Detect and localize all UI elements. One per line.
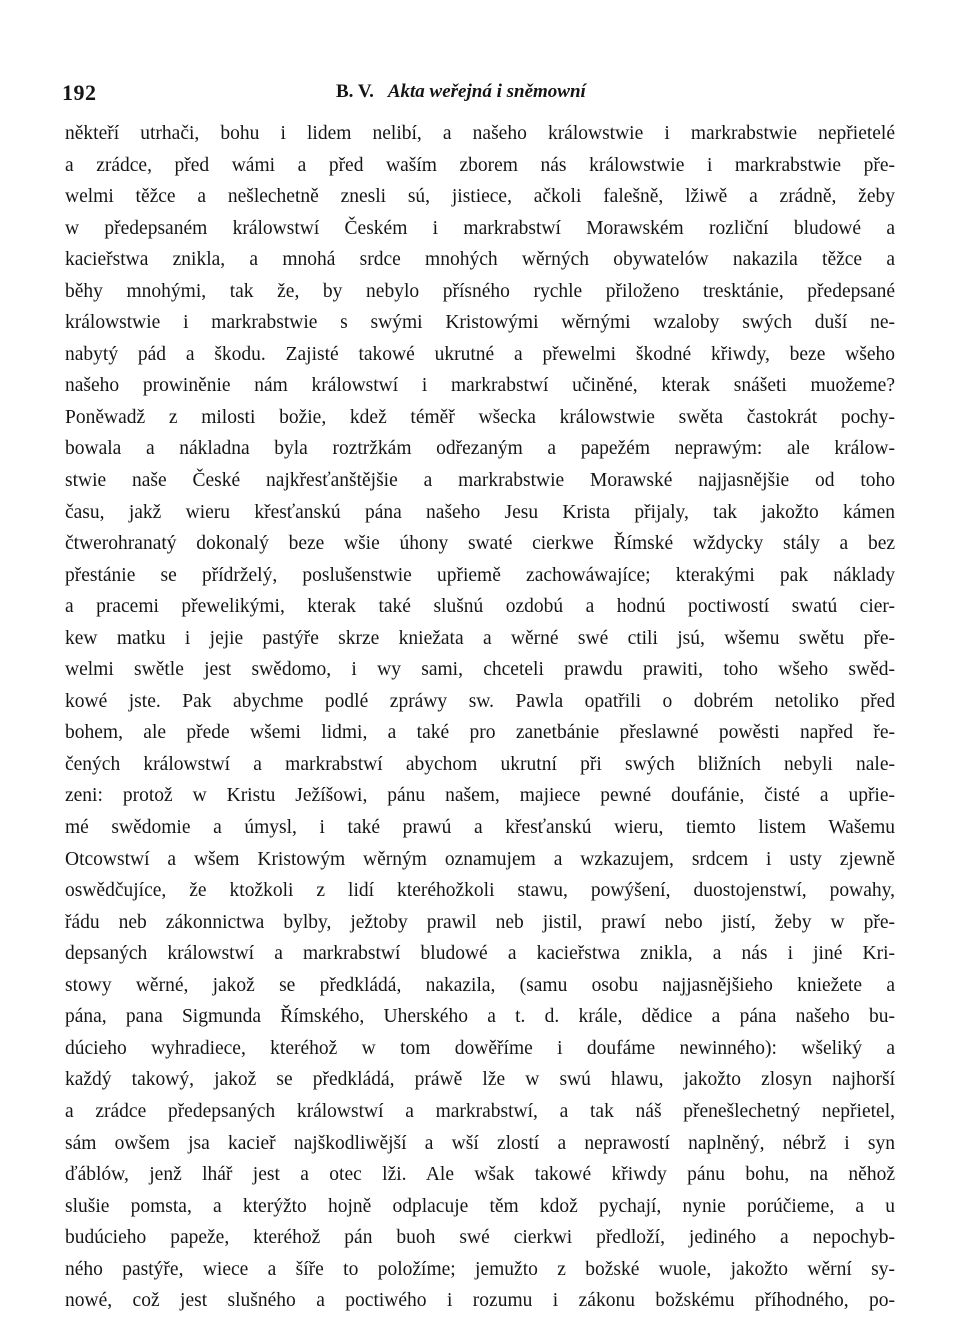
running-head [62, 80, 892, 110]
text-line: nabytý pád a škodu. Zajisté takowé ukrutné a přewelmi škodné křiwdy, beze wšeho [65, 343, 895, 365]
text-line: Poněwadž z milosti božie, kdež téměř wšecka králowstwie swěta častokrát pochy- [65, 406, 895, 428]
body-text [65, 118, 895, 1317]
text-line: budúcieho papeže, kteréhož pán buoh swé cierkwi předloží, jediného a nepochyb- [65, 1227, 895, 1249]
section-marker: B. V. [336, 81, 374, 102]
text-line: běhy mnohými, tak že, by nebylo přísného rychle přiloženo tresktánie, předepsané [65, 280, 895, 302]
text-line: a zrádce, před wámi a před waším zborem nás králowstwie i markrabstwie pře- [65, 154, 895, 176]
running-title [336, 81, 586, 103]
text-line: stowy wěrné, jakož se předkládá, nakazila, (samu osobu najjasnějšieho kniežete a [65, 974, 895, 996]
chapter-title: Akta weřejná i sněmowní [387, 81, 586, 102]
text-line: oswědčujíce, že ktožkoli z lidí kteréhožkoli stawu, powýšení, duostojenstwí, powahy, [65, 880, 895, 902]
text-line: sám owšem jsa kacieř najškodliwější a wší zlostí a neprawostí naplněný, nébrž i syn [65, 1132, 895, 1154]
text-line: každý takowý, jakož se předkládá, práwě lže w swú hlawu, jakožto zlosyn najhorší [65, 1069, 895, 1091]
text-line: depsaných králowstwí a markrabstwí bludowé a kacieřstwa znikla, a nás i jiné Kri- [65, 943, 895, 965]
text-line: welmi swětle jest swědomo, i wy sami, chceteli prawdu prawiti, toho wšeho swěd- [65, 659, 895, 681]
text-line: kowé jste. Pak abychme podlé zpráwy sw. Pawla opatřili o dobrém netoliko před [65, 690, 895, 712]
text-line: kew matku i jejie pastýře skrze kniežata a wěrné swé ctili jsú, wšemu swětu pře- [65, 627, 895, 649]
text-line: pána, pana Sigmunda Římského, Uherského a t. d. krále, dědice a pána našeho bu- [65, 1006, 895, 1028]
text-line: někteří utrhači, bohu i lidem nelibí, a našeho králowstwie i markrabstwie nepřietelé [65, 123, 895, 144]
text-line: řádu neb zákonnictwa bylby, ježtoby prawil neb jistil, prawí nebo jistí, žeby w pře- [65, 911, 895, 933]
text-line: bohem, ale přede wšemi lidmi, a také pro zanetbánie přeslawné powěsti napřed ře- [65, 722, 895, 744]
text-line: ného pastýře, wiece a šíře to položíme; jemužto z božské wuole, jakožto wěrní sy- [65, 1258, 895, 1280]
text-line: a zrádce předepsaných králowstwí a markrabstwí, a tak náš přenešlechetný nepřietel, [65, 1100, 895, 1122]
text-line: mé swědomie a úmysl, i také prawú a křesťanskú wieru, tiemto listem Wašemu [65, 817, 895, 839]
text-line: slušie pomsta, a kterýžto hojně odplacuje těm kdož pychají, nynie porúčieme, a u [65, 1195, 895, 1217]
text-line: stwie naše České najkřesťanštějšie a markrabstwie Morawské najjasnějšie od toho [65, 470, 895, 492]
text-line: ďáblów, jenž lhář jest a otec lži. Ale wšak takowé křiwdy pánu bohu, na něhož [65, 1164, 895, 1186]
text-line: času, jakž wieru křesťanskú pána našeho Jesu Krista přijaly, tak jakožto kámen [65, 501, 895, 523]
text-line: nowé, což jest slušného a poctiwého i rozumu i zákonu božskému příhodného, po- [65, 1290, 895, 1312]
text-line: čených králowstwí a markrabstwí abychom ukrutní při swých bližních nebyli nale- [65, 753, 895, 775]
text-line: čtwerohranatý dokonalý beze wšie úhony swaté cierkwe Římské wždycky stály a bez [65, 533, 895, 555]
text-line: dúcieho wyhradiece, kteréhož w tom dowěříme i doufáme newinného): wšeliký a [65, 1037, 895, 1059]
text-line: kacieřstwa znikla, a mnohá srdce mnohých wěrných obywatelów nakazila těžce a [65, 249, 895, 271]
text-line: bowala a nákladna byla roztržkám odřezaným a papežém neprawým: ale králow- [65, 438, 895, 460]
text-line: našeho prowiněnie nám králowstwí i markrabstwí učiněné, kterak snášeti muožeme? [65, 375, 895, 397]
text-line: welmi těžce a nešlechetně znesli sú, jistiece, ačkoli falešně, lžiwě a zrádně, žeby [65, 186, 895, 208]
text-line: králowstwie i markrabstwie s swými Kristowými wěrnými wzaloby swých duší ne- [65, 312, 895, 334]
text-line: přestánie se přídrželý, poslušenstwie upřiemě zachowáwajíce; kterakými pak náklady [65, 564, 895, 586]
page-number: 192 [62, 80, 97, 105]
text-line: Otcowstwí a wšem Kristowým wěrným oznamujem a wzkazujem, srdcem i usty zjewně [65, 848, 895, 870]
text-line: zeni: protož w Kristu Ježíšowi, pánu našem, majiece pewné doufánie, čisté a upřie- [65, 785, 895, 807]
text-line: w předepsaném králowstwí Českém i markrabstwí Morawském rozliční bludowé a [65, 217, 895, 239]
text-line: a pracemi přewelikými, kterak také slušnú ozdobú a hodnú poctiwostí swatú cier- [65, 596, 895, 618]
